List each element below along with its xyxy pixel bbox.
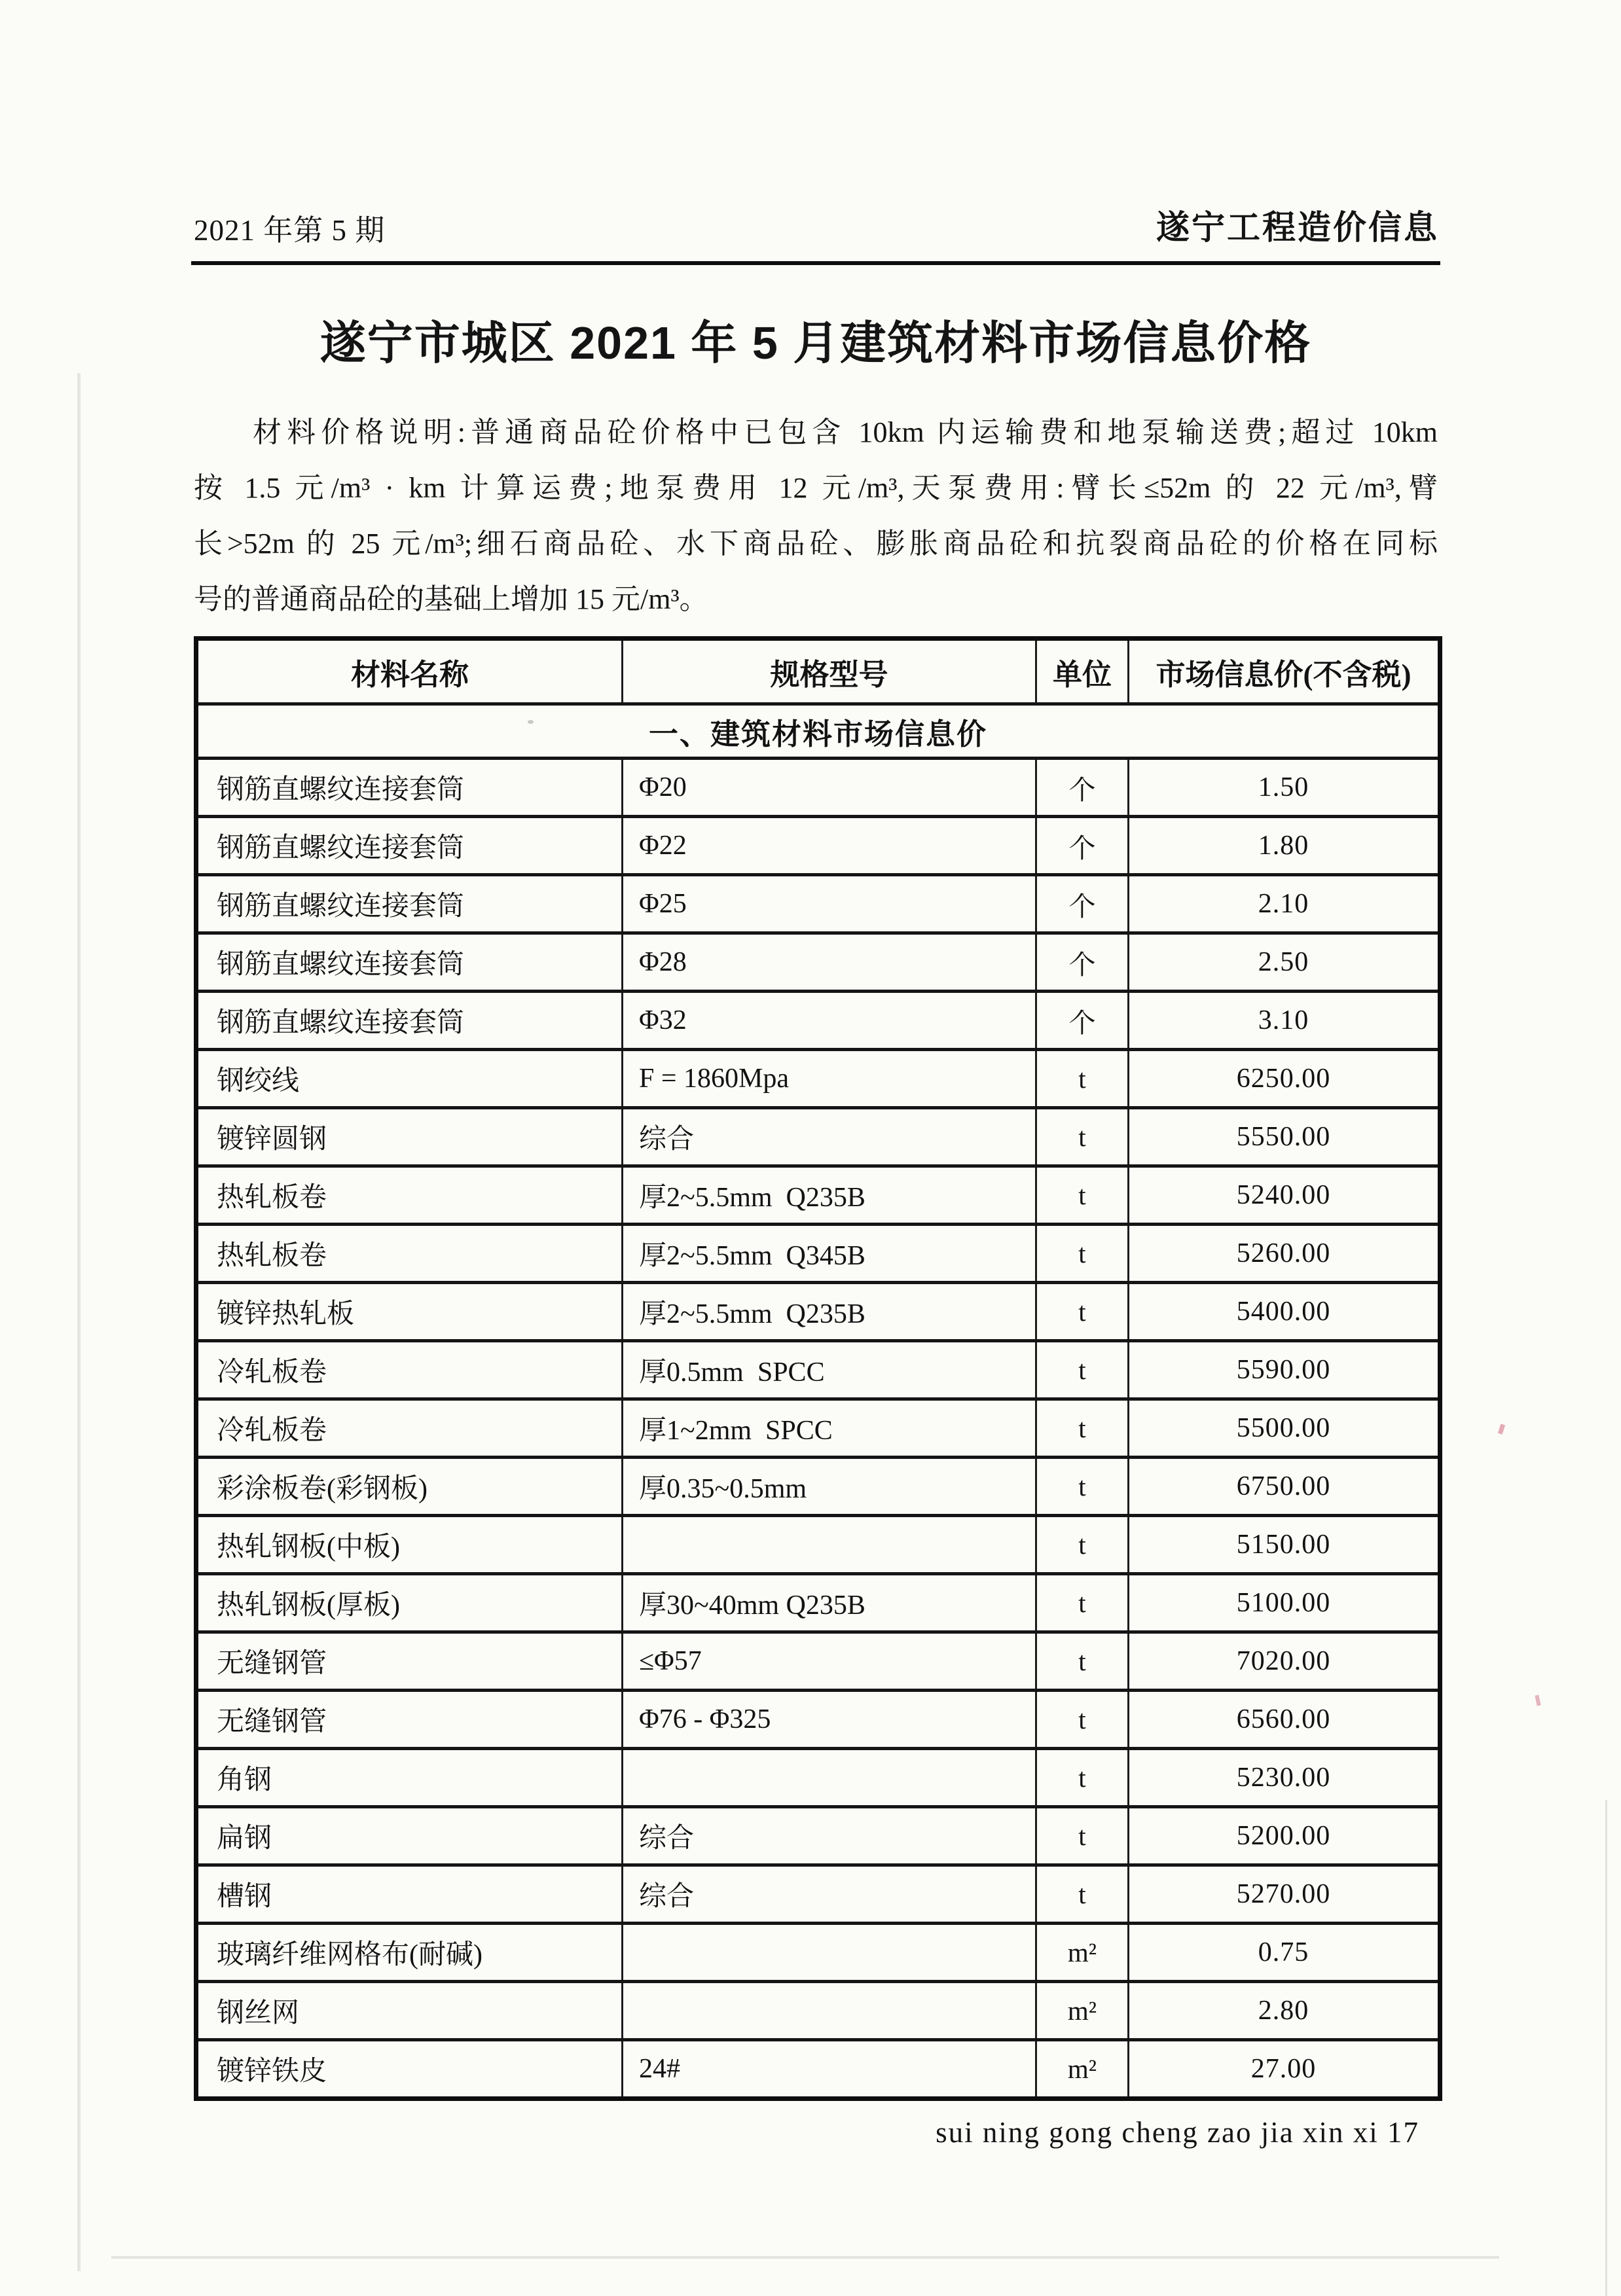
material-name: 无缝钢管	[196, 1632, 623, 1691]
table-row	[196, 933, 1440, 992]
market-price: 5200.00	[1129, 1807, 1440, 1865]
spec-model: Φ32	[623, 992, 1036, 1050]
material-name: 镀锌圆钢	[196, 1108, 623, 1166]
scan-artifact-bottom-streak	[111, 2256, 1499, 2259]
unit-cell: t	[1036, 1399, 1129, 1458]
market-price: 7020.00	[1129, 1632, 1440, 1691]
material-name: 钢筋直螺纹连接套筒	[196, 992, 623, 1050]
spec-model: Φ20	[623, 759, 1036, 817]
unit-cell: t	[1036, 1166, 1129, 1225]
spec-model	[623, 1749, 1036, 1807]
unit-cell: t	[1036, 1341, 1129, 1399]
market-price: 5550.00	[1129, 1108, 1440, 1166]
unit-cell: t	[1036, 1632, 1129, 1691]
table-row	[196, 992, 1440, 1050]
table-row	[196, 1283, 1440, 1341]
spec-model: 厚0.5mm SPCC	[623, 1341, 1036, 1399]
spec-model: 厚2~5.5mm Q235B	[623, 1166, 1036, 1225]
unit-cell: 个	[1036, 759, 1129, 817]
masthead	[194, 200, 1439, 249]
unit-cell: 个	[1036, 933, 1129, 992]
market-price: 5260.00	[1129, 1225, 1440, 1283]
table-row	[196, 1225, 1440, 1283]
unit-cell: 个	[1036, 992, 1129, 1050]
col-header-spec: 规格型号	[623, 639, 1036, 704]
unit-cell: t	[1036, 1225, 1129, 1283]
material-name: 钢筋直螺纹连接套筒	[196, 817, 623, 875]
unit-cell: t	[1036, 1749, 1129, 1807]
material-name: 热轧钢板(中板)	[196, 1516, 623, 1574]
table-row	[196, 1924, 1440, 1982]
market-price: 1.80	[1129, 817, 1440, 875]
market-price: 5230.00	[1129, 1749, 1440, 1807]
page-footer	[194, 2115, 1438, 2149]
spec-model: 厚0.35~0.5mm	[623, 1458, 1036, 1516]
unit-cell: t	[1036, 1865, 1129, 1924]
col-header-price: 市场信息价(不含税)	[1129, 639, 1440, 704]
table-row	[196, 1516, 1440, 1574]
scan-artifact-pink-mark	[1535, 1695, 1540, 1706]
market-price: 6750.00	[1129, 1458, 1440, 1516]
spec-model: 厚2~5.5mm Q345B	[623, 1225, 1036, 1283]
material-name: 彩涂板卷(彩钢板)	[196, 1458, 623, 1516]
table-row	[196, 1166, 1440, 1225]
material-name: 镀锌热轧板	[196, 1283, 623, 1341]
material-name: 冷轧板卷	[196, 1341, 623, 1399]
scan-artifact-pink-mark	[1498, 1424, 1505, 1434]
table-row	[196, 1574, 1440, 1632]
unit-cell: m²	[1036, 1982, 1129, 2040]
col-header-material: 材料名称	[196, 639, 623, 704]
unit-cell: t	[1036, 1458, 1129, 1516]
price-table	[194, 636, 1442, 2101]
material-name: 扁钢	[196, 1807, 623, 1865]
table-row	[196, 1982, 1440, 2040]
spec-model: Φ22	[623, 817, 1036, 875]
market-price: 3.10	[1129, 992, 1440, 1050]
section-row	[196, 704, 1440, 759]
masthead-rule	[191, 261, 1440, 265]
journal-title: 遂宁工程造价信息	[1156, 210, 1439, 247]
material-name: 钢丝网	[196, 1982, 623, 2040]
table-row	[196, 1050, 1440, 1108]
table-row	[196, 817, 1440, 875]
note-line-2: 按 1.5 元/m³ · km 计算运费;地泵费用 12 元/m³,天泵费用:臂长≤52m 的 22 元/m³,臂	[194, 472, 1438, 504]
issue-label: 2021 年第 5 期	[194, 214, 386, 247]
table-row	[196, 1341, 1440, 1399]
material-name: 槽钢	[196, 1865, 623, 1924]
spec-model: 厚30~40mm Q235B	[623, 1574, 1036, 1632]
footer-text: sui ning gong cheng zao jia xin xi 17	[936, 2116, 1419, 2149]
scan-artifact-right-streak	[1605, 1800, 1607, 2296]
spec-model: 24#	[623, 2040, 1036, 2099]
material-name: 角钢	[196, 1749, 623, 1807]
unit-cell: m²	[1036, 2040, 1129, 2099]
table-row	[196, 759, 1440, 817]
table-row	[196, 1865, 1440, 1924]
spec-model: 厚2~5.5mm Q235B	[623, 1283, 1036, 1341]
market-price: 2.10	[1129, 875, 1440, 933]
market-price: 5590.00	[1129, 1341, 1440, 1399]
spec-model	[623, 1982, 1036, 2040]
market-price: 5240.00	[1129, 1166, 1440, 1225]
material-name: 钢筋直螺纹连接套筒	[196, 875, 623, 933]
material-name: 玻璃纤维网格布(耐碱)	[196, 1924, 623, 1982]
col-header-unit: 单位	[1036, 639, 1129, 704]
section-title: 一、建筑材料市场信息价	[196, 704, 1440, 759]
note-line-4: 号的普通商品砼的基础上增加 15 元/m³。	[194, 583, 708, 615]
spec-model: ≤Φ57	[623, 1632, 1036, 1691]
table-row	[196, 1399, 1440, 1458]
market-price: 2.80	[1129, 1982, 1440, 2040]
material-name: 热轧钢板(厚板)	[196, 1574, 623, 1632]
unit-cell: 个	[1036, 817, 1129, 875]
unit-cell: 个	[1036, 875, 1129, 933]
unit-cell: m²	[1036, 1924, 1129, 1982]
table-row	[196, 1807, 1440, 1865]
unit-cell: t	[1036, 1574, 1129, 1632]
market-price: 1.50	[1129, 759, 1440, 817]
spec-model: Φ28	[623, 933, 1036, 992]
spec-model: 综合	[623, 1807, 1036, 1865]
table-row	[196, 1691, 1440, 1749]
market-price: 5500.00	[1129, 1399, 1440, 1458]
unit-cell: t	[1036, 1283, 1129, 1341]
scan-artifact-left-band	[77, 373, 81, 2271]
spec-model: 综合	[623, 1865, 1036, 1924]
material-name: 热轧板卷	[196, 1225, 623, 1283]
spec-model: 综合	[623, 1108, 1036, 1166]
note-line-3: 长>52m 的 25 元/m³;细石商品砼、水下商品砼、膨胀商品砼和抗裂商品砼的价格在同标	[194, 528, 1438, 560]
market-price: 5270.00	[1129, 1865, 1440, 1924]
unit-cell: t	[1036, 1108, 1129, 1166]
table-body	[196, 759, 1440, 2099]
market-price: 5150.00	[1129, 1516, 1440, 1574]
spec-model: Φ25	[623, 875, 1036, 933]
material-name: 钢筋直螺纹连接套筒	[196, 759, 623, 817]
price-notes	[194, 404, 1438, 627]
unit-cell: t	[1036, 1691, 1129, 1749]
market-price: 6250.00	[1129, 1050, 1440, 1108]
table-row	[196, 1108, 1440, 1166]
spec-model: 厚1~2mm SPCC	[623, 1399, 1036, 1458]
unit-cell: t	[1036, 1050, 1129, 1108]
material-name: 镀锌铁皮	[196, 2040, 623, 2099]
market-price: 5100.00	[1129, 1574, 1440, 1632]
material-name: 热轧板卷	[196, 1166, 623, 1225]
material-name: 无缝钢管	[196, 1691, 623, 1749]
table-row	[196, 875, 1440, 933]
market-price: 2.50	[1129, 933, 1440, 992]
market-price: 27.00	[1129, 2040, 1440, 2099]
spec-model: F = 1860Mpa	[623, 1050, 1036, 1108]
market-price: 6560.00	[1129, 1691, 1440, 1749]
material-name: 钢筋直螺纹连接套筒	[196, 933, 623, 992]
table-row	[196, 2040, 1440, 2099]
material-name: 钢绞线	[196, 1050, 623, 1108]
table-header-row	[196, 639, 1440, 704]
unit-cell: t	[1036, 1807, 1129, 1865]
table-row	[196, 1632, 1440, 1691]
market-price: 5400.00	[1129, 1283, 1440, 1341]
spec-model: Φ76 - Φ325	[623, 1691, 1036, 1749]
table-row	[196, 1749, 1440, 1807]
table-row	[196, 1458, 1440, 1516]
spec-model	[623, 1924, 1036, 1982]
material-name: 冷轧板卷	[196, 1399, 623, 1458]
document-title: 遂宁市城区 2021 年 5 月建筑材料市场信息价格	[319, 317, 1312, 368]
spec-model	[623, 1516, 1036, 1574]
unit-cell: t	[1036, 1516, 1129, 1574]
market-price: 0.75	[1129, 1924, 1440, 1982]
note-line-1: 材料价格说明:普通商品砼价格中已包含 10km 内运输费和地泵输送费;超过 10km	[253, 416, 1438, 448]
